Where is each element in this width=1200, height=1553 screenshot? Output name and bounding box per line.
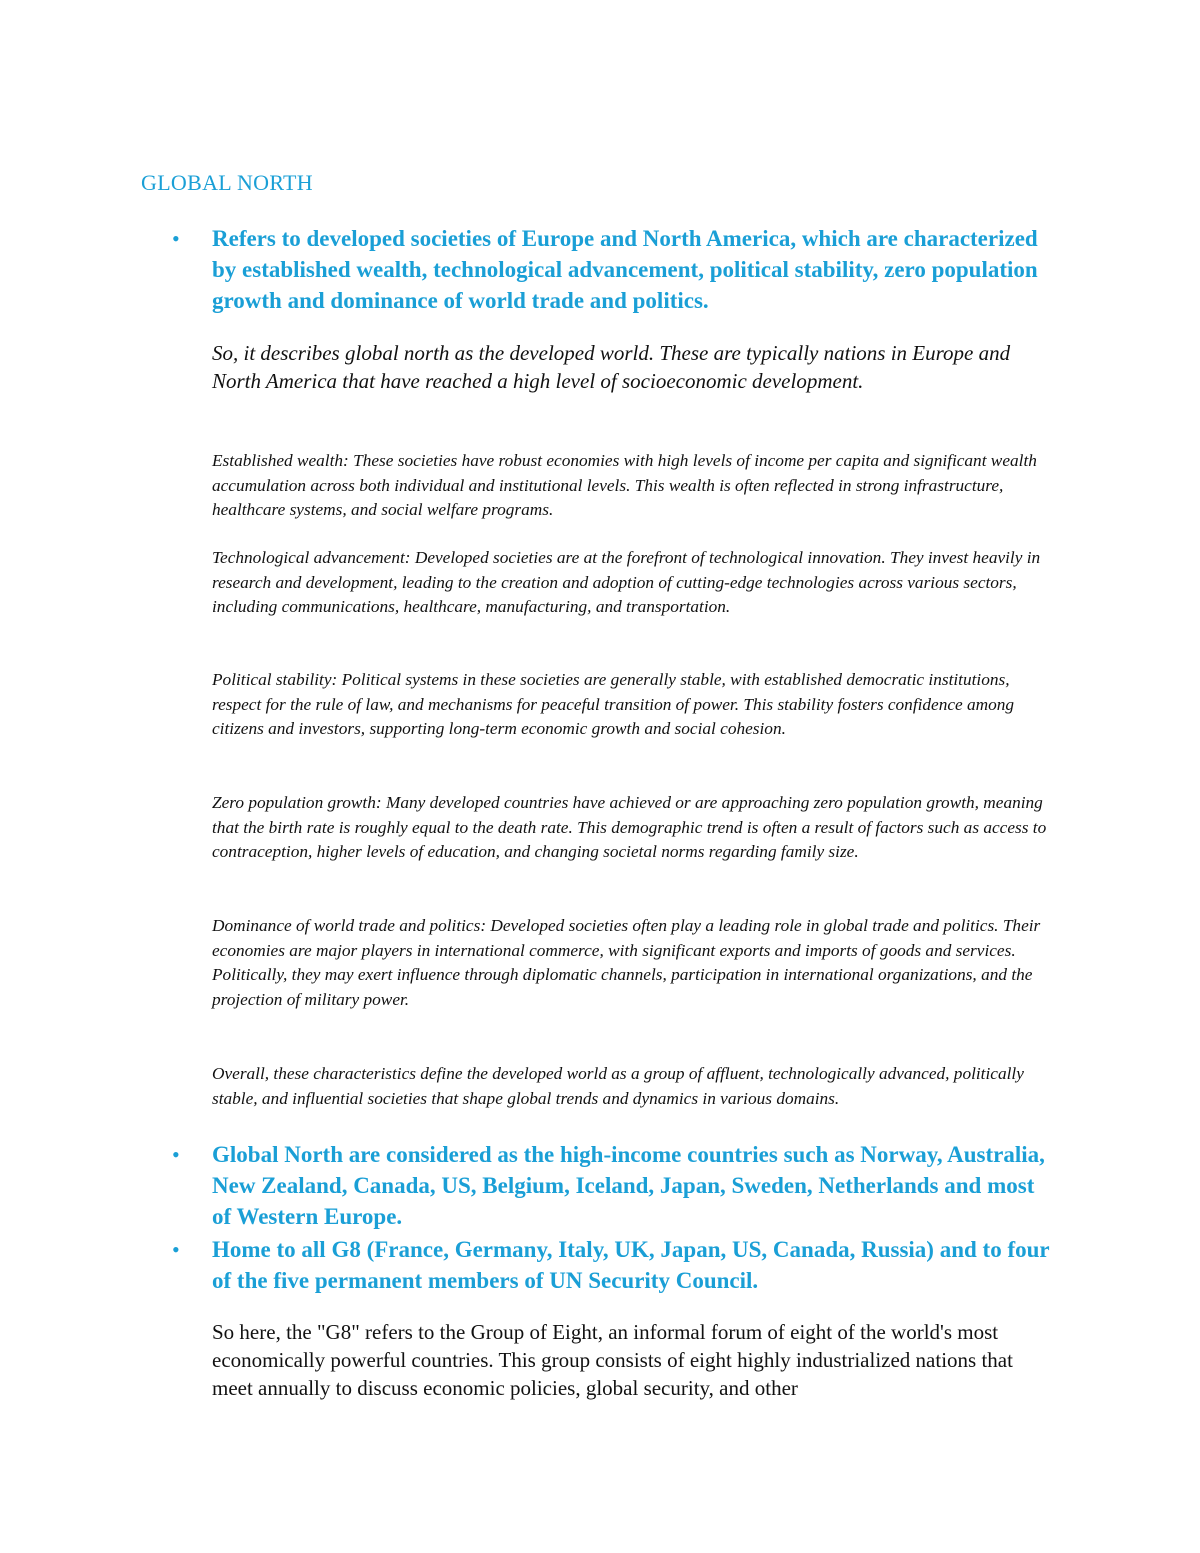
detail-paragraph-zero-population-growth: Zero population growth: Many developed countries have achieved or are approaching zero population growth, meaning that the birth rate is roughly equal to the death rate. This demographic trend is often a result of factors such as access to contraception, higher levels of education, and changing societal norms regarding family size. [212,793,1047,861]
bullet-text: Global North are considered as the high-income countries such as Norway, Australia, New Zealand, Canada, US, Belgium, Iceland, Japan, Sweden, Netherlands and most of Western Europe. [212,1142,1045,1229]
bullet-marker: • [172,1237,180,1262]
detail-paragraph-established-wealth: Established wealth: These societies have robust economies with high levels of income per capita and significant wealth accumulation across both individual and institutional levels. This wealth is often reflected in strong infrastructure, healthcare systems, and social welfare programs. [212,451,1037,519]
bullet-item [172,1234,1052,1296]
detail-paragraph-political-stability: Political stability: Political systems in these societies are generally stable, with established democratic institutions, respect for the rule of law, and mechanisms for peaceful transition of power. This stability fosters confidence among citizens and investors, supporting long-term economic growth and social cohesion. [212,670,1015,738]
bullet-text: Refers to developed societies of Europe and North America, which are characterized by established wealth, technological advancement, political stability, zero population growth and dominance of world trade and politics. [212,226,1038,313]
bullet-text: Home to all G8 (France, Germany, Italy, UK, Japan, US, Canada, Russia) and to four of the five permanent members of UN Security Council. [212,1237,1050,1293]
bullet-item [172,223,1052,316]
bullet-marker: • [172,226,180,251]
page-heading: GLOBAL NORTH [141,170,313,195]
bullet-marker: • [172,1142,180,1167]
intro-paragraph: So, it describes global north as the developed world. These are typically nations in Europe and North America that have reached a high level of socioeconomic development. [212,341,1011,393]
detail-paragraph-dominance-of-trade: Dominance of world trade and politics: Developed societies often play a leading role in global trade and politics. Their economies are major players in international commerce, with significant exports and imports of goods and services. Politically, they may exert influence through diplomatic channels, participation in international organizations, and the projection of military power. [212,916,1041,1009]
detail-paragraph-technological-advancement: Technological advancement: Developed societies are at the forefront of technological innovation. They invest heavily in research and development, leading to the creation and adoption of cutting-edge technologies across various sectors, including communications, healthcare, manufacturing, and transportation. [212,548,1041,616]
g8-paragraph: So here, the "G8" refers to the Group of Eight, an informal forum of eight of the world's most economically powerful countries. This group consists of eight highly industrialized nations that meet annually to discuss economic policies, global security, and other [212,1320,1013,1400]
detail-paragraph-overall: Overall, these characteristics define the developed world as a group of affluent, technologically advanced, politically stable, and influential societies that shape global trends and dynamics in various domains. [212,1064,1024,1108]
bullet-item [172,1139,1052,1232]
